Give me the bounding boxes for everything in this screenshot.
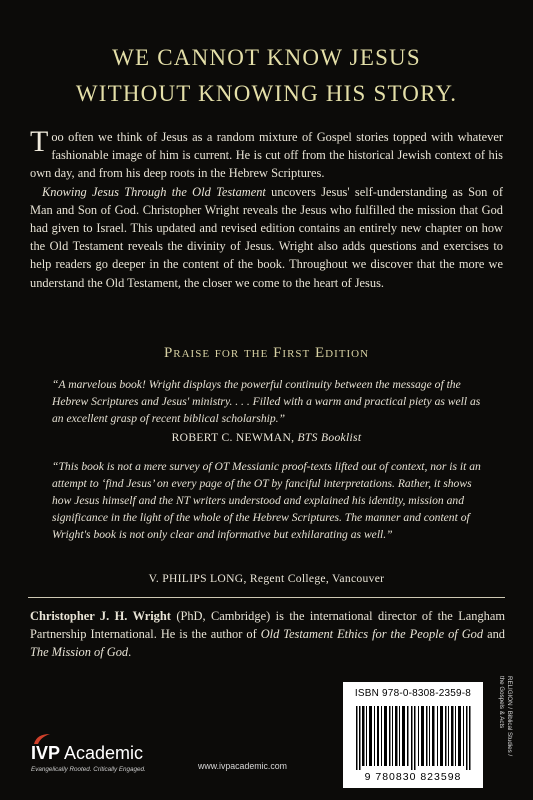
publisher-logo bbox=[31, 733, 181, 781]
barcode-digits: 9 780830 823598 bbox=[364, 771, 462, 783]
author-book-1: Old Testament Ethics for the People of God bbox=[260, 627, 484, 641]
author-bio bbox=[30, 607, 505, 661]
publisher-name-academic: Academic bbox=[60, 743, 144, 763]
intro-paragraph-2 bbox=[30, 183, 503, 292]
reviewer-source: BTS Booklist bbox=[297, 431, 362, 444]
author-book-2: The Mission of God bbox=[30, 645, 129, 659]
reviewer-source: Regent College, Vancouver bbox=[249, 572, 385, 585]
praise-quote-1: “A marvelous book! Wright displays the powerful continuity between the message of the Hebrew Scriptures and Jesus' ministry. . . . Filled with a warm and practical piety as well as an excellent grasp of recent biblical scholarship.” bbox=[52, 378, 481, 425]
reviewer-name: V. PHILIPS LONG, bbox=[148, 572, 247, 585]
praise-quote-2: “This book is not a mere survey of OT Messianic proof-texts lifted out of context, nor is it an attempt to ‘find Jesus’ on every page of the OT by fanciful interpretations. Rather, it shows how Jesus himself and the NT writers understood and explained his identity, mission and significance in the light of the whole of the Hebrew Scriptures. The manner and content of Wright's book is not only clear and informative but exhilarating as well.” bbox=[52, 460, 481, 541]
author-name: Christopher J. H. Wright bbox=[30, 609, 171, 623]
reviewer-name: ROBERT C. NEWMAN, bbox=[171, 431, 295, 444]
publisher-name bbox=[31, 743, 143, 764]
isbn-barcode bbox=[343, 682, 483, 788]
headline bbox=[0, 40, 533, 112]
category-line-2: the Gospels & Acts bbox=[498, 676, 505, 729]
intro-text bbox=[30, 125, 503, 292]
headline-line-1: WE CANNOT KNOW JESUS bbox=[112, 45, 421, 70]
author-bio-text: (PhD, Cambridge) is the international director of the Langham Partnership International. He is the author of bbox=[30, 609, 506, 641]
author-bio-text: . bbox=[128, 645, 132, 659]
category-line-1: RELIGION / Biblical Studies / bbox=[506, 676, 513, 757]
headline-line-2: WITHOUT KNOWING HIS STORY. bbox=[75, 81, 458, 106]
publisher-name-ivp: IVP bbox=[31, 743, 61, 763]
intro-paragraph-1-text: oo often we think of Jesus as a random mixture of Gospel stories topped with whatever fashionable image of him is current. He is cut off from the historical Jewish context of his own day, and from his deep roots in the Hebrew Scriptures. bbox=[30, 130, 503, 181]
divider bbox=[28, 597, 505, 598]
praise-attribution-1 bbox=[0, 431, 533, 444]
isbn-number: ISBN 978-0-8308-2359-8 bbox=[354, 688, 472, 699]
intro-paragraph-1 bbox=[30, 125, 503, 183]
subject-category bbox=[497, 676, 513, 786]
praise-heading: Praise for the First Edition bbox=[163, 345, 370, 361]
author-bio-text: and bbox=[483, 627, 505, 641]
intro-paragraph-2-text: uncovers Jesus' self-understanding as Son of Man and Son of God. Christopher Wright reveals the Jesus who fulfilled the mission that God had given to Israel. This updated and revised edition contains an entirely new chapter on how the Old Testament reveals the divinity of Jesus. Wright also adds questions and exercises to help readers go deeper in the content of the book. Throughout we discover that the more we understand the Old Testament, the closer we come to the heart of Jesus. bbox=[30, 184, 503, 290]
drop-cap: T bbox=[30, 125, 49, 158]
publisher-tagline: Evangelically Rooted. Critically Engaged. bbox=[31, 766, 146, 773]
publisher-url: www.ivpacademic.com bbox=[198, 761, 287, 771]
book-title: Knowing Jesus Through the Old Testament bbox=[42, 184, 266, 199]
barcode-bars bbox=[354, 706, 472, 770]
praise-attribution-2 bbox=[0, 572, 533, 585]
